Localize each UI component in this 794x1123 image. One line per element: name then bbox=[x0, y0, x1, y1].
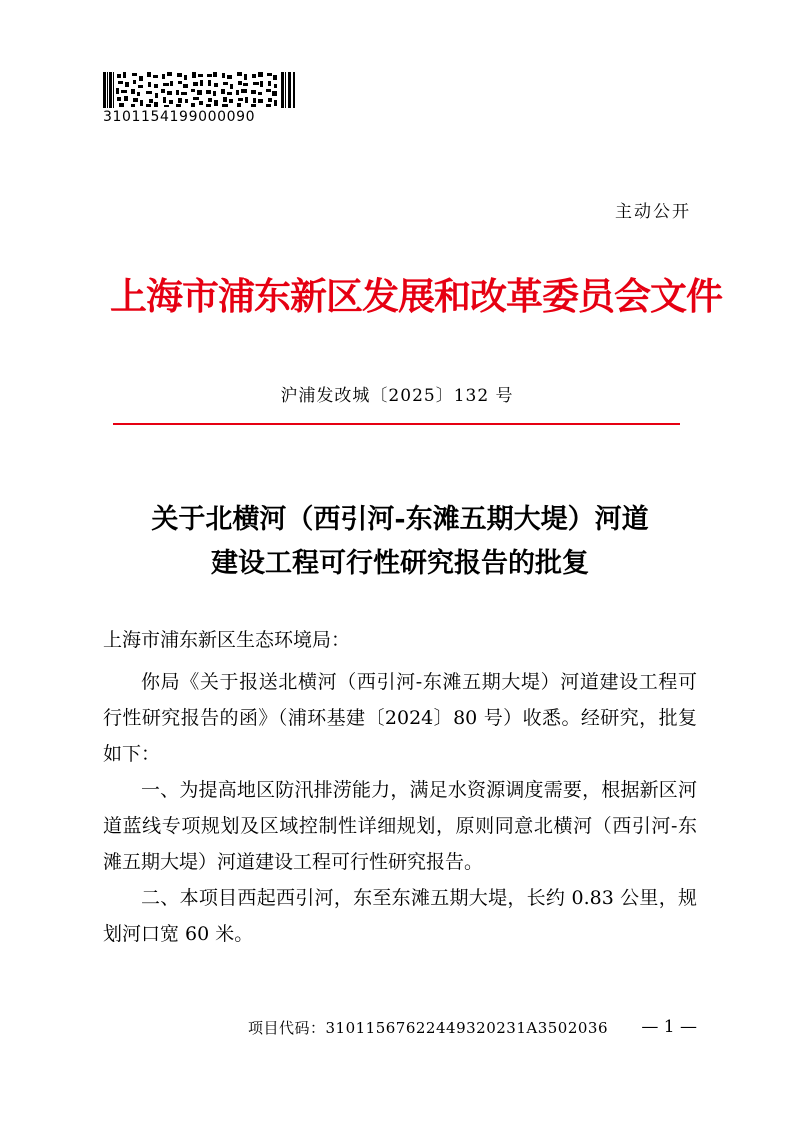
page-number: — 1 — bbox=[641, 1017, 697, 1037]
body-paragraph-item-1: 一、为提高地区防汛排涝能力，满足水资源调度需要，根据新区河道蓝线专项规划及区域控制性详细规划，原则同意北横河（西引河-东滩五期大堤）河道建设工程可行性研究报告。 bbox=[103, 779, 697, 873]
disclosure-label: 主动公开 bbox=[615, 202, 691, 222]
issuer-heading: 上海市浦东新区发展和改革委员会文件 bbox=[110, 274, 722, 318]
addressee: 上海市浦东新区生态环境局： bbox=[103, 629, 351, 651]
document-number: 沪浦发改城〔2025〕132 号 bbox=[280, 386, 514, 406]
document-title-line-2: 建设工程可行性研究报告的批复 bbox=[211, 548, 589, 579]
red-divider bbox=[113, 423, 680, 425]
document-title bbox=[103, 498, 697, 586]
document-barcode bbox=[103, 72, 295, 108]
barcode-number: 3101154199000090 bbox=[103, 109, 256, 125]
document-title-line-1: 关于北横河（西引河-东滩五期大堤）河道 bbox=[151, 504, 649, 535]
document-body bbox=[103, 664, 697, 952]
body-paragraph-intro: 你局《关于报送北横河（西引河-东滩五期大堤）河道建设工程可行性研究报告的函》（浦环基建〔2024〕80 号）收悉。经研究，批复如下： bbox=[103, 671, 697, 765]
body-paragraph-item-2: 二、本项目西起西引河，东至东滩五期大堤，长约 0.83 公里，规划河口宽 60 米。 bbox=[103, 887, 697, 945]
project-code: 项目代码：31011567622449320231A3502036 bbox=[248, 1019, 609, 1037]
